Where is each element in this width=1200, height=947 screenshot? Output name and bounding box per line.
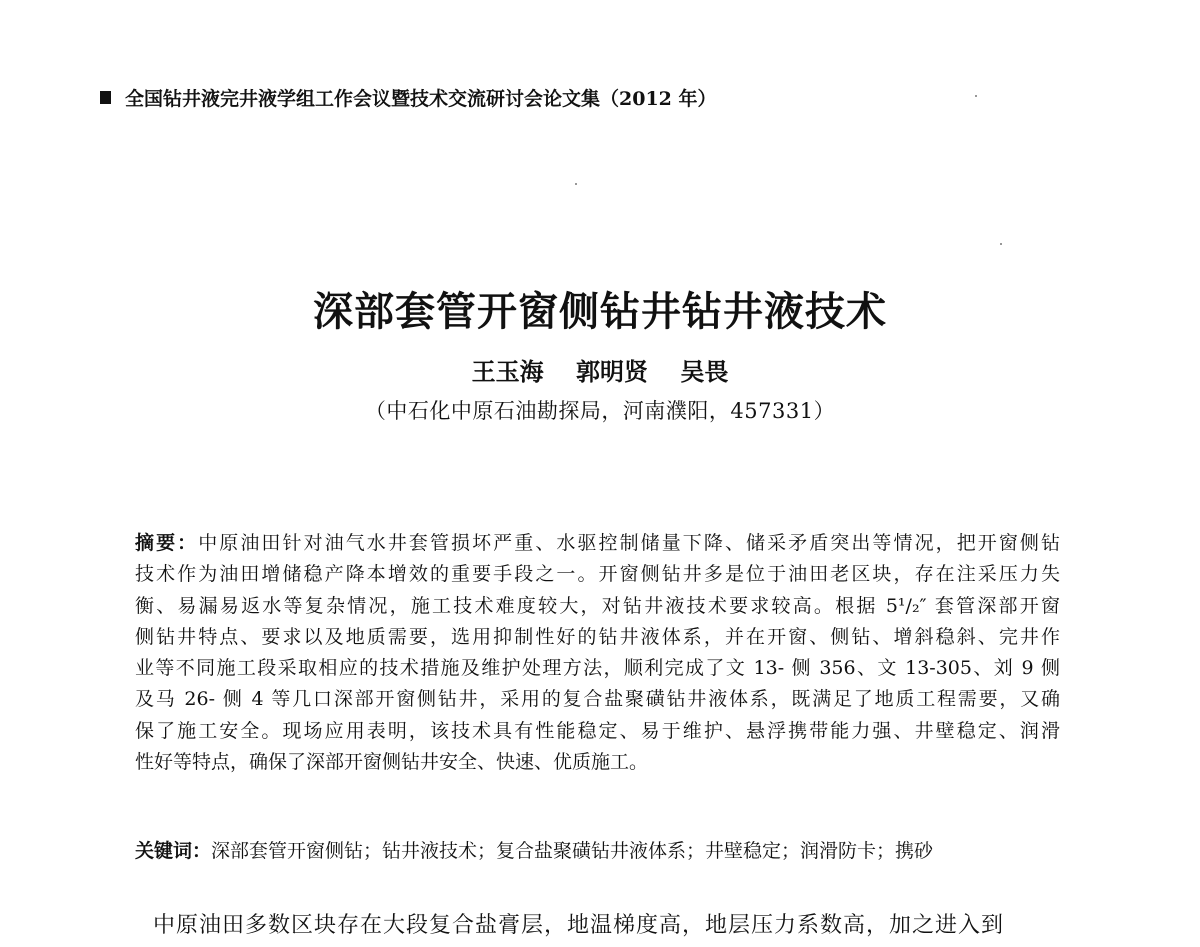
author-name: 王玉海 <box>471 357 544 386</box>
author-affiliation: （中石化中原石油勘探局，河南濮阳，457331） <box>364 399 836 423</box>
abstract-line: 侧钻井特点、要求以及地质需要，选用抑制性好的钻井液体系，并在开窗、侧钻、增斜稳斜、完井作 <box>135 625 1060 648</box>
running-header <box>100 84 717 111</box>
author-name: 吴畏 <box>680 357 729 386</box>
scan-speck <box>575 183 577 185</box>
keywords-label: 关键词： <box>135 840 212 862</box>
abstract-line: 技术作为油田增储稳产降本增效的重要手段之一。开窗侧钻井多是位于油田老区块，存在注采压力失 <box>135 563 1060 586</box>
author-list <box>0 352 1200 387</box>
header-square-icon <box>100 91 111 104</box>
abstract-line: 及马 26- 侧 4 等几口深部开窗侧钻井，采用的复合盐聚磺钻井液体系，既满足了地质工程需要，又确 <box>135 688 1060 711</box>
paper-title: 深部套管开窗侧钻井钻井液技术 <box>313 288 887 335</box>
scan-speck <box>975 95 977 97</box>
abstract-line: 摘要：中原油田针对油气水井套管损坏严重、水驱控制储量下降、储采矛盾突出等情况，把开窗侧钻 <box>135 532 1060 554</box>
scan-speck <box>1000 243 1002 245</box>
abstract-line: 性好等特点，确保了深部开窗侧钻井安全、快速、优质施工。 <box>135 751 649 774</box>
abstract-line: 保了施工安全。现场应用表明，该技术具有性能稳定、易于维护、悬浮携带能力强、井壁稳定、润滑 <box>135 719 1060 742</box>
keywords <box>135 836 933 863</box>
abstract-line: 衡、易漏易返水等复杂情况，施工技术难度较大，对钻井液技术要求较高。根据 5¹/₂″ 套管深部开窗 <box>135 594 1060 617</box>
abstract-label: 摘要： <box>135 532 199 554</box>
body-paragraph-line: 中原油田多数区块存在大段复合盐膏层，地温梯度高，地层压力系数高，加之进入到 <box>153 913 1005 938</box>
abstract-line: 业等不同施工段采取相应的技术措施及维护处理方法，顺利完成了文 13- 侧 356、文 13-305、刘 9 侧 <box>135 657 1060 680</box>
abstract <box>135 528 1060 778</box>
author-name: 郭明贤 <box>576 357 648 386</box>
keywords-text: 深部套管开窗侧钻；钻井液技术；复合盐聚磺钻井液体系；井壁稳定；润滑防卡；携砂 <box>211 840 934 862</box>
running-header-text: 全国钻井液完井液学组工作会议暨技术交流研讨会论文集（2012 年） <box>125 88 717 110</box>
